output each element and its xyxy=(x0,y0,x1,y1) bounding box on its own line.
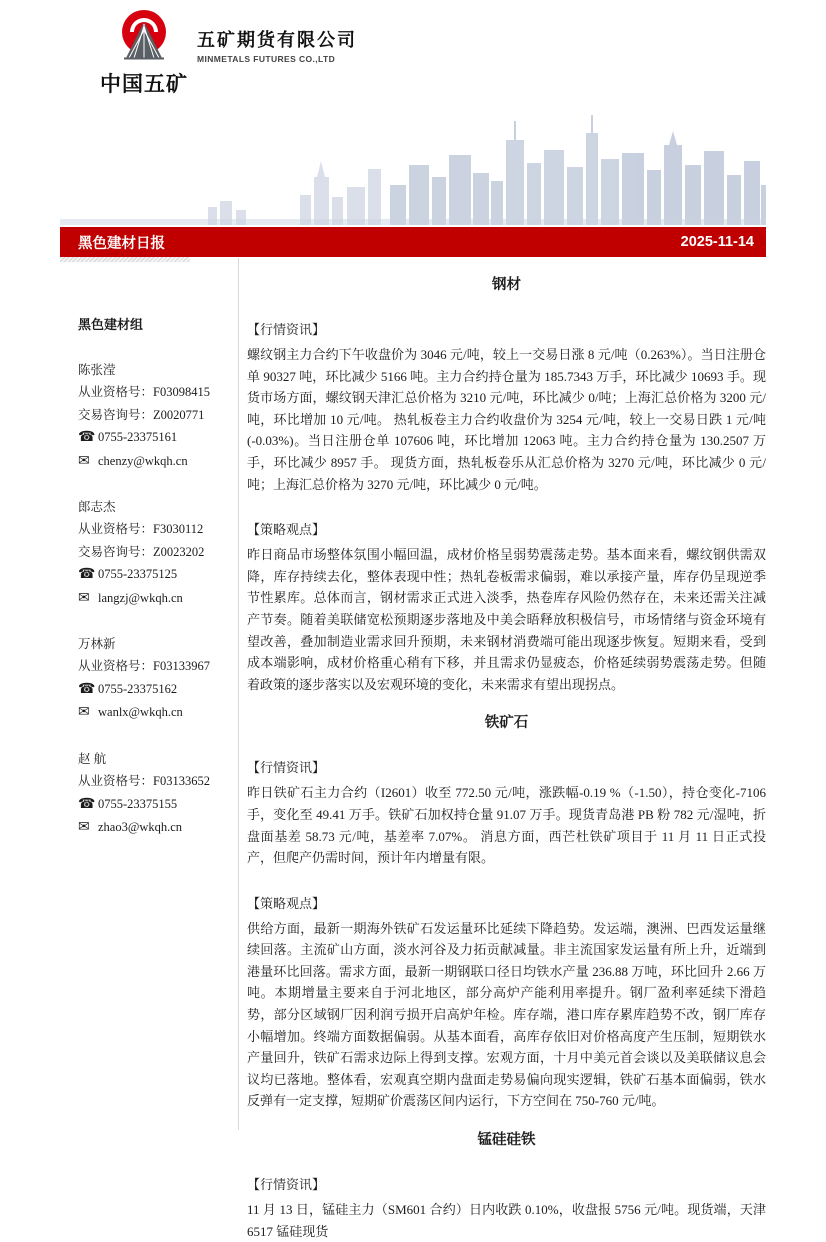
company-name-cn: 五矿期货有限公司 xyxy=(197,30,357,50)
info-text: 螺纹钢主力合约下午收盘价为 3046 元/吨，较上一交易日涨 8 元/吨（0.263%）。当日注册仓单 90327 吨，环比减少 5166 吨。主力合约持仓量为 185.7343 万手，环比减少 10693 手。现货市场方面，螺纹钢天津汇总价格为 3210 元/吨，环比减少 0/吨；上海汇总价格为 3200 元/吨，环比增加 10 元/吨。 热轧板卷主力合约收盘价为 3254 元/吨，较上一交易日跌 1 元/吨(-0.03%)。当日注册仓单 107606 吨，环比增加 12063 吨。主力合约持仓量为 130.2507 万手，环比减少 8957 手。 现货方面，热轧板卷乐从汇总价格为 3270 元/吨，环比减少 0 元/吨；上海汇总价格为 3270 元/吨，环比减少 0 元/吨。 xyxy=(247,347,766,492)
email-row xyxy=(78,701,232,724)
content-columns xyxy=(60,258,766,1239)
email-address: wanlx@wkqh.cn xyxy=(98,705,183,720)
email-address: langzj@wkqh.cn xyxy=(98,590,183,605)
section-title: 铁矿石 xyxy=(484,715,529,732)
contact-name: 陈张滢 xyxy=(78,363,116,377)
section-mn-si-fe-si xyxy=(247,1130,766,1242)
info-label: 【行情资讯】 xyxy=(247,760,326,776)
phone-icon: ☎ xyxy=(78,796,96,812)
phone-icon: ☎ xyxy=(78,430,96,446)
contact-card xyxy=(78,748,232,840)
phone-row xyxy=(78,563,232,586)
phone-row xyxy=(78,793,232,816)
email-address: chenzy@wkqh.cn xyxy=(98,453,188,468)
email-row xyxy=(78,450,232,473)
contact-name: 万林新 xyxy=(78,637,116,652)
email-icon: ✉ xyxy=(78,453,90,469)
qualification-number: 从业资格号：F03098415 xyxy=(78,385,210,400)
company-name-block xyxy=(197,26,357,64)
logo-block xyxy=(96,8,192,98)
minmetals-emblem-icon xyxy=(117,8,171,66)
phone-number: 0755-23375161 xyxy=(98,430,178,445)
phone-row xyxy=(78,426,232,449)
info-text: 11 月 13 日，锰硅主力（SM601 合约）日内收跌 0.10%，收盘报 5756 元/吨。现货端，天津 6517 锰硅现货 xyxy=(247,1202,766,1239)
email-icon: ✉ xyxy=(78,705,90,721)
phone-icon: ☎ xyxy=(78,567,96,583)
phone-number: 0755-23375162 xyxy=(98,681,178,696)
contact-name: 赵 航 xyxy=(78,751,107,766)
report-title: 黑色建材日报 xyxy=(78,235,165,252)
phone-number: 0755-23375155 xyxy=(98,796,178,811)
contact-name: 郎志杰 xyxy=(78,500,116,515)
contact-card xyxy=(78,359,232,473)
strategy-label: 【策略观点】 xyxy=(247,895,326,911)
phone-number: 0755-23375125 xyxy=(98,567,178,582)
section-title: 锰硅硅铁 xyxy=(477,1132,536,1149)
section-title: 钢材 xyxy=(492,277,521,293)
column-divider xyxy=(238,258,239,1130)
strategy-label: 【策略观点】 xyxy=(247,522,326,538)
report-date: 2025-11-14 xyxy=(680,234,754,250)
report-header xyxy=(60,0,766,227)
strategy-text: 昨日商品市场整体氛围小幅回温，成材价格呈弱势震荡走势。基本面来看，螺纹钢供需双降，库存持续去化，整体表现中性；热轧卷板需求偏弱，难以承接产量，库存仍呈现逆季节性累库。总体而言，钢材需求正式进入淡季，热卷库存风险仍然存在，未来还需关注减产节奏。随着美联储宽松预期逐步落地及中美会晤释放积极信号，市场情绪与资金环境有望改善，叠加制造业需求回升预期，未来钢材消费端可能出现逐步恢复。短期来看，受到成本端影响，成材价格重心稍有下移，并且需求仍显疲态，价格延续弱势震荡走势。但随着政策的逐步落实以及宏观环境的变化，未来需求有望出现拐点。 xyxy=(247,547,766,692)
phone-icon: ☎ xyxy=(78,681,96,697)
section-iron-ore xyxy=(247,713,766,1112)
main-content xyxy=(247,258,766,1242)
email-icon: ✉ xyxy=(78,819,90,835)
qualification-number: 从业资格号：F03133967 xyxy=(78,659,210,674)
phone-row xyxy=(78,678,232,701)
strategy-text: 供给方面，最新一期海外铁矿石发运量环比延续下降趋势。发运端，澳洲、巴西发运量继续回落。主流矿山方面，淡水河谷及力拓贡献减量。非主流国家发运量有所上升，近端到港量环比回落。需求方面，最新一期钢联口径日均铁水产量 236.88 万吨，环比回升 2.66 万吨。本期增量主要来自于河北地区，部分高炉产能利用率提升。钢厂盈利率延续下滑趋势，部分区域钢厂因利润亏损开启高炉年检。库存端，港口库存累库趋势不改，钢厂库存小幅增加。终端方面数据偏弱。从基本面看，高库存依旧对价格高度产生压制，短期铁水产量回升，铁矿石需求边际上得到支撑。宏观方面，十月中美元首会谈以及美联储议息会议均已落地。整体看，宏观真空期内盘面走势易偏向现实逻辑，铁矿石基本面偏弱，铁水反弹有一定支撑，短期矿价震荡区间内运行，下方空间在 750-760 元/吨。 xyxy=(247,920,766,1109)
email-address: zhao3@wkqh.cn xyxy=(98,819,183,834)
info-label: 【行情资讯】 xyxy=(247,322,326,337)
report-banner xyxy=(60,227,766,257)
section-steel xyxy=(247,275,766,695)
logo-text: 中国五矿 xyxy=(100,73,188,96)
city-skyline-image xyxy=(60,113,766,225)
contact-list xyxy=(78,359,232,839)
email-row xyxy=(78,816,232,839)
company-name-en: MINMETALS FUTURES CO.,LTD xyxy=(197,54,336,64)
sidebar xyxy=(60,258,232,862)
info-label: 【行情资讯】 xyxy=(247,1177,326,1193)
email-row xyxy=(78,587,232,610)
advisory-number: 交易咨询号：Z0020771 xyxy=(78,407,205,422)
advisory-number: 交易咨询号：Z0023202 xyxy=(78,544,205,559)
team-title: 黑色建材组 xyxy=(78,317,144,332)
info-text: 昨日铁矿石主力合约（I2601）收至 772.50 元/吨，涨跌幅-0.19 %（-1.50），持仓变化-7106 手，变化至 49.41 万手。铁矿石加权持仓量 91.07 万手。现货青岛港 PB 粉 782 元/湿吨，折盘面基差 58.73 元/吨，基差率 7.07%。 消息方面，西芒杜铁矿项目于 11 月 11 日正式投产，但爬产仍需时间，预计年内增量有限。 xyxy=(247,785,766,866)
contact-card xyxy=(78,496,232,610)
qualification-number: 从业资格号：F03133652 xyxy=(78,774,210,789)
contact-card xyxy=(78,633,232,725)
email-icon: ✉ xyxy=(78,590,90,606)
qualification-number: 从业资格号：F3030112 xyxy=(78,522,204,537)
